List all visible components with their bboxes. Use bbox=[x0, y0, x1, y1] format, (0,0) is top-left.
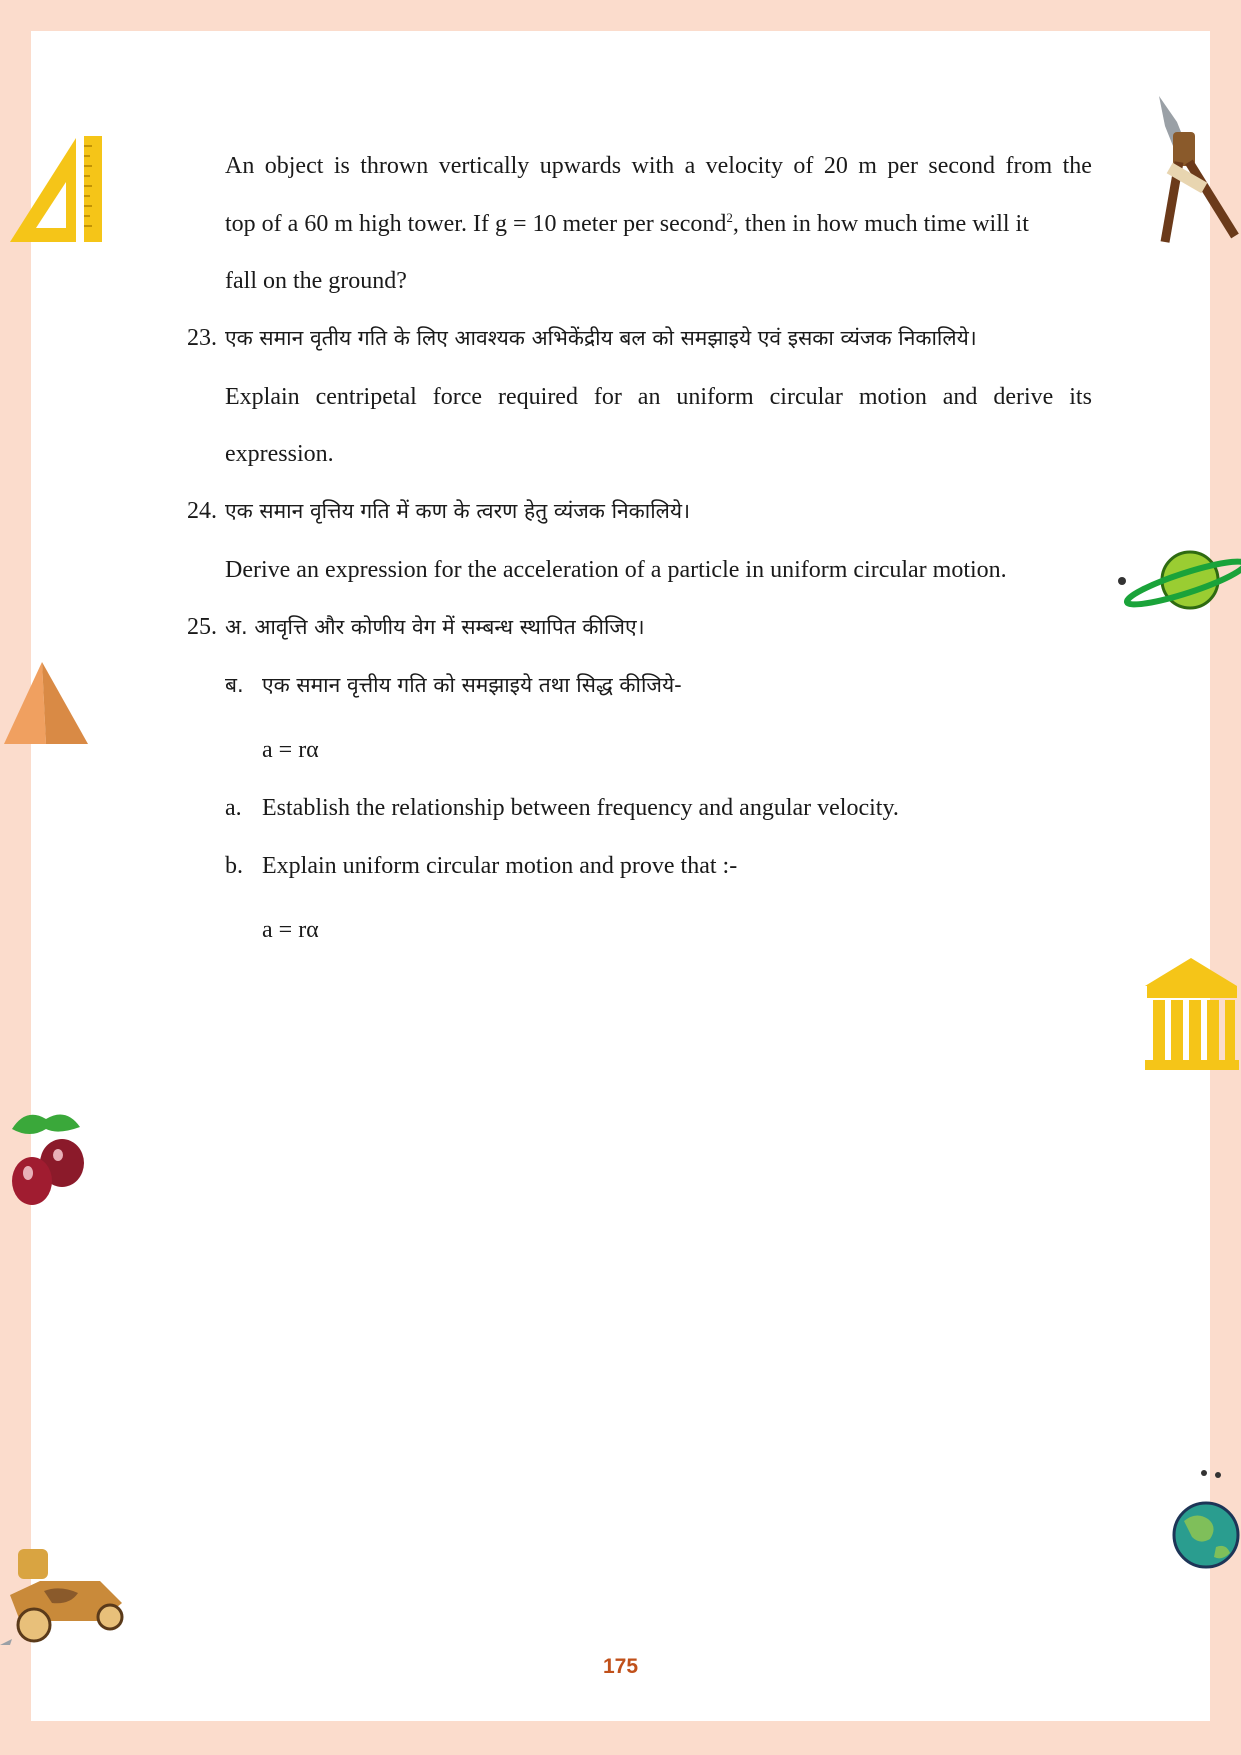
q25-hindi-b: एक समान वृत्तीय गति को समझाइये तथा सिद्ध कीजिये- bbox=[262, 673, 682, 697]
q22-line-1-text: An object is thrown vertically upwards with a velocity of 20 m per second from the bbox=[225, 153, 1092, 179]
saturn-planet-icon bbox=[1112, 545, 1241, 615]
q25-english-b: Explain uniform circular motion and prove that :- bbox=[262, 853, 738, 879]
q25-formula-2: a = rα bbox=[262, 917, 319, 943]
vintage-car-icon bbox=[0, 1545, 130, 1645]
q22-line-3: fall on the ground? bbox=[225, 268, 407, 294]
q25-hindi-a: अ. आवृत्ति और कोणीय वेग में सम्बन्ध स्थापित कीजिए। bbox=[225, 615, 645, 639]
q25-hindi-b-marker: ब. bbox=[225, 673, 244, 697]
q25-formula-1: a = rα bbox=[262, 737, 319, 763]
page-number: 175 bbox=[602, 1655, 639, 1678]
q24-number: 24. bbox=[187, 498, 217, 524]
q23-english-line-2: expression. bbox=[225, 441, 334, 467]
q25-number: 25. bbox=[187, 614, 217, 640]
q25-english-a: Establish the relationship between frequency and angular velocity. bbox=[262, 795, 899, 821]
q25-english-b-marker: b. bbox=[225, 853, 243, 879]
q25-english-a-marker: a. bbox=[225, 795, 242, 821]
temple-pillars-icon bbox=[1143, 956, 1241, 1072]
q23-english-line-1 bbox=[225, 385, 1092, 409]
q22-line-1 bbox=[225, 154, 1092, 178]
q24-hindi: एक समान वृत्तिय गति में कण के त्वरण हेतु व्यंजक निकालिये। bbox=[225, 499, 691, 523]
q24-english: Derive an expression for the acceleration of a particle in uniform circular motion. bbox=[225, 557, 1007, 583]
q23-number: 23. bbox=[187, 325, 217, 351]
q23-english-line-1-text: Explain centripetal force required for an uniform circular motion and derive its bbox=[225, 384, 1092, 410]
set-square-ruler-icon bbox=[6, 132, 106, 244]
q23-hindi: एक समान वृतीय गति के लिए आवश्यक अभिकेंद्रीय बल को समझाइये एवं इसका व्यंजक निकालिये। bbox=[225, 326, 977, 350]
superscript-exponent: 2 bbox=[726, 210, 733, 225]
q22-line-2-main: top of a 60 m high tower. If g = 10 meter per second bbox=[225, 211, 727, 237]
cherries-fruit-icon bbox=[6, 1105, 88, 1209]
q22-line-2-end: , then in how much time will it bbox=[732, 211, 1029, 237]
q22-line-2 bbox=[225, 212, 1092, 236]
q22-line-2-start bbox=[225, 212, 1029, 236]
pyramid-icon bbox=[2, 660, 90, 746]
tongs-tool-icon bbox=[1155, 92, 1241, 244]
earth-globe-icon bbox=[1170, 1465, 1241, 1571]
